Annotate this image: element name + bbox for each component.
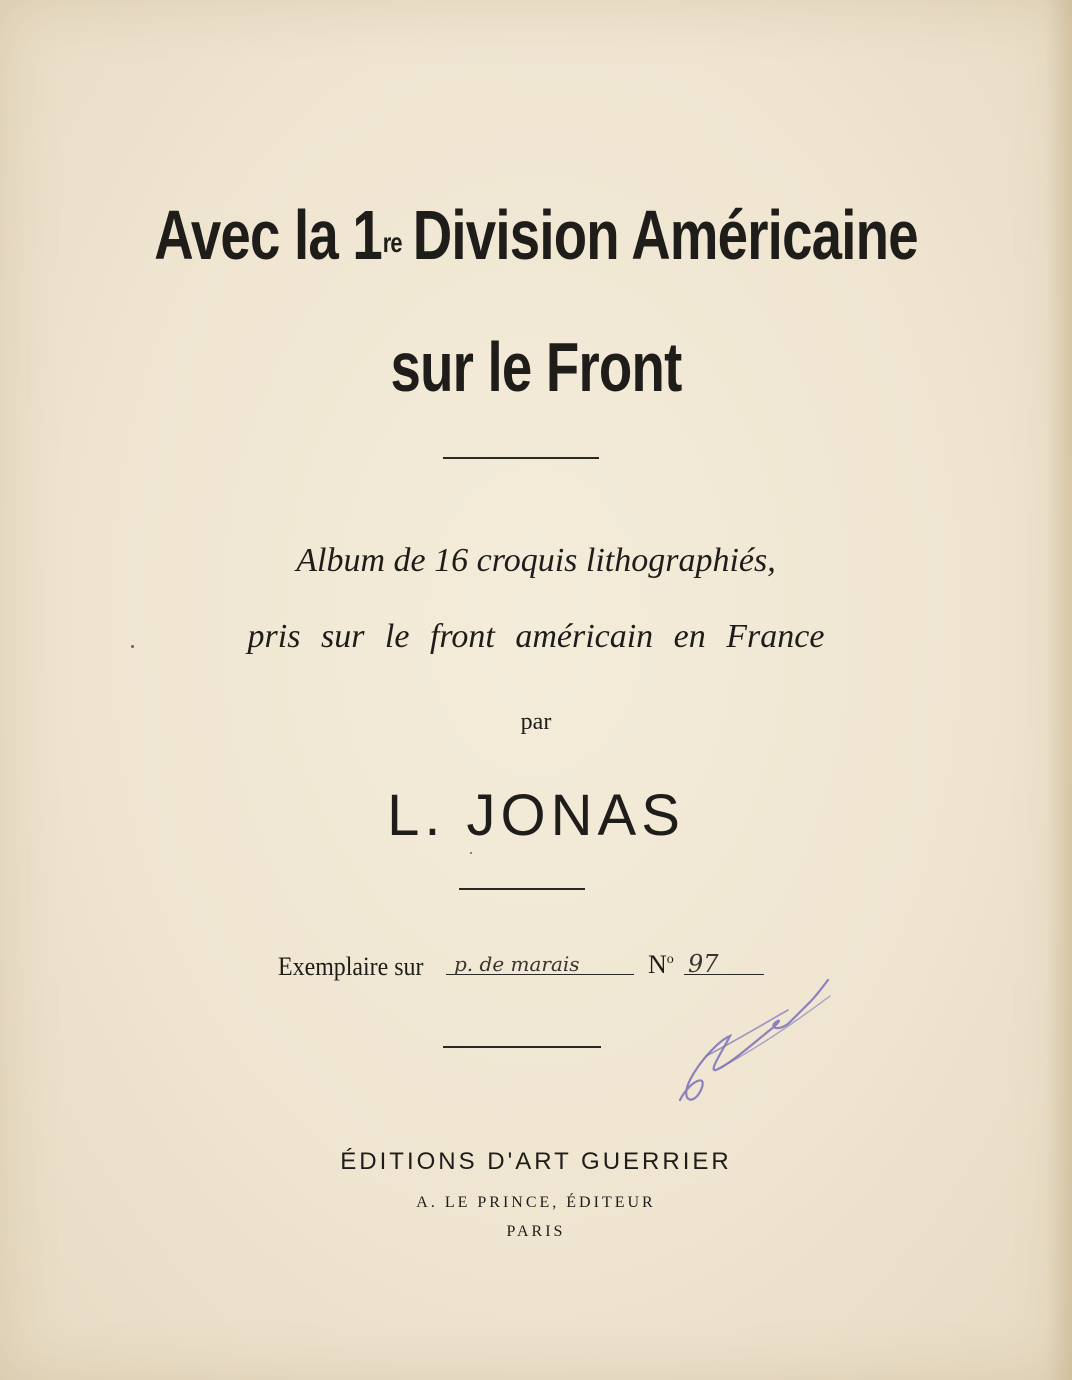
copy-paper-handwritten: p. de marais (454, 952, 580, 976)
publisher-name: ÉDITIONS D'ART GUERRIER (340, 1148, 732, 1175)
copy-number-superscript: o (666, 952, 674, 967)
by-label: par (520, 709, 552, 735)
signature-icon (660, 960, 840, 1110)
author-name: L. JONAS (387, 783, 685, 848)
title-line-2: sur le Front (390, 328, 682, 406)
title-line-1 (118, 190, 954, 280)
publisher-editor: A. LE PRINCE, ÉDITEUR (416, 1194, 656, 1211)
divider-rule (443, 457, 599, 459)
divider-rule (459, 888, 585, 890)
title-superscript: re (382, 227, 402, 258)
divider-rule (443, 1046, 601, 1048)
title-line-1-start: Avec la 1 (154, 196, 382, 274)
paper-speck (131, 645, 134, 648)
copy-label: Exemplaire sur (278, 952, 424, 981)
subtitle-line-1: Album de 16 croquis lithographiés, (296, 542, 776, 579)
copy-line (0, 950, 1072, 1000)
subtitle-line-2: pris sur le front américain en France (247, 618, 825, 655)
publisher-city: PARIS (506, 1223, 566, 1240)
paper-speck (470, 852, 472, 854)
title-line-1-end: Division Américaine (412, 196, 918, 274)
copy-number-handwritten: 97 (688, 950, 719, 978)
copy-number-letter: N (648, 950, 667, 979)
